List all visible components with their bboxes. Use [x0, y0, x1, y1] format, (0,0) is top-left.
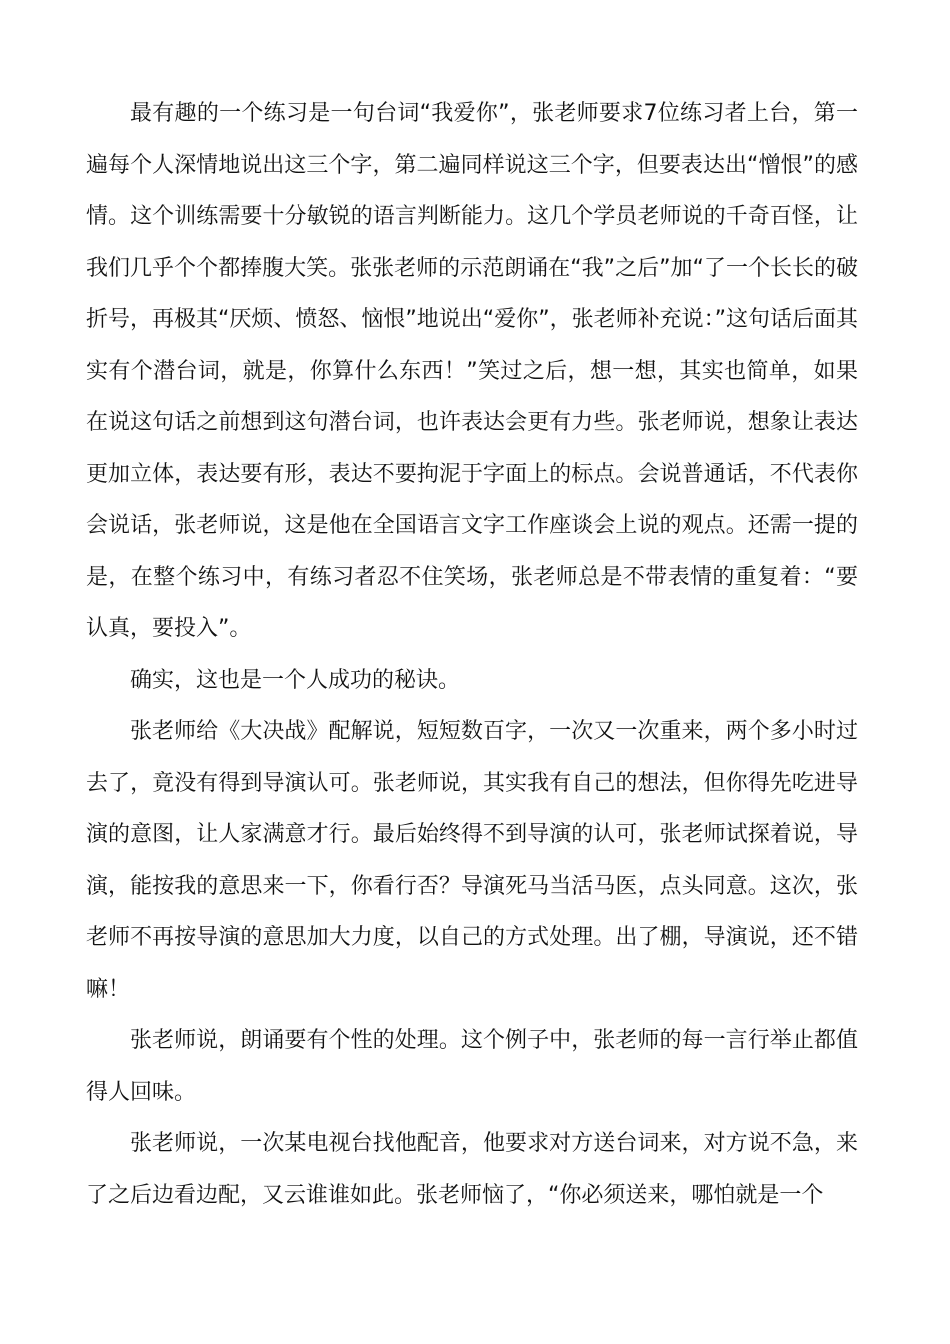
paragraph-personality: 张老师说，朗诵要有个性的处理。这个例子中，张老师的每一言行举止都值得人回味。: [86, 1028, 858, 1105]
paragraph-secret: 确实，这也是一个人成功的秘诀。: [130, 667, 461, 693]
paragraph-narration: 张老师给《大决战》配解说，短短数百字，一次又一次重来，两个多小时过去了，竟没有得到导演认可。张老师说，其实我有自己的想法，但你得先吃进导演的意图，让人家满意才行。最后始终得不到导演的认可，张老师试探着说，导演，能按我的意思来一下，你看行否？导演死马当活马医，点头同意。这次，张老师不再按导演的意思加大力度，以自己的方式处理。出了棚，导演说，还不错嘛！: [86, 719, 858, 1002]
paragraph-dubbing: 张老师说，一次某电视台找他配音，他要求对方送台词来，对方说不急，来了之后边看边配，又云谁谁如此。张老师恼了，“你必须送来，哪怕就是一个: [86, 1131, 858, 1208]
document-page: [86, 88, 858, 1221]
paragraph-practice: 最有趣的一个练习是一句台词“我爱你”，张老师要求7位练习者上台，第一遍每个人深情地说出这三个字，第二遍同样说这三个字，但要表达出“憎恨”的感情。这个训练需要十分敏锐的语言判断能力。这几个学员老师说的千奇百怪，让我们几乎个个都捧腹大笑。张张老师的示范朗诵在“我”之后”加“了一个长长的破折号，再极其“厌烦、愤怒、恼恨”地说出“爱你”，张老师补充说：”这句话后面其实有个潜台词，就是，你算什么东西！”笑过之后，想一想，其实也简单，如果在说这句话之前想到这句潜台词，也许表达会更有力些。张老师说，想象让表达更加立体，表达要有形，表达不要拘泥于字面上的标点。会说普通话，不代表你会说话，张老师说，这是他在全国语言文字工作座谈会上说的观点。还需一提的是，在整个练习中，有练习者忍不住笑场，张老师总是不带表情的重复着：“要认真，要投入”。: [86, 101, 858, 641]
